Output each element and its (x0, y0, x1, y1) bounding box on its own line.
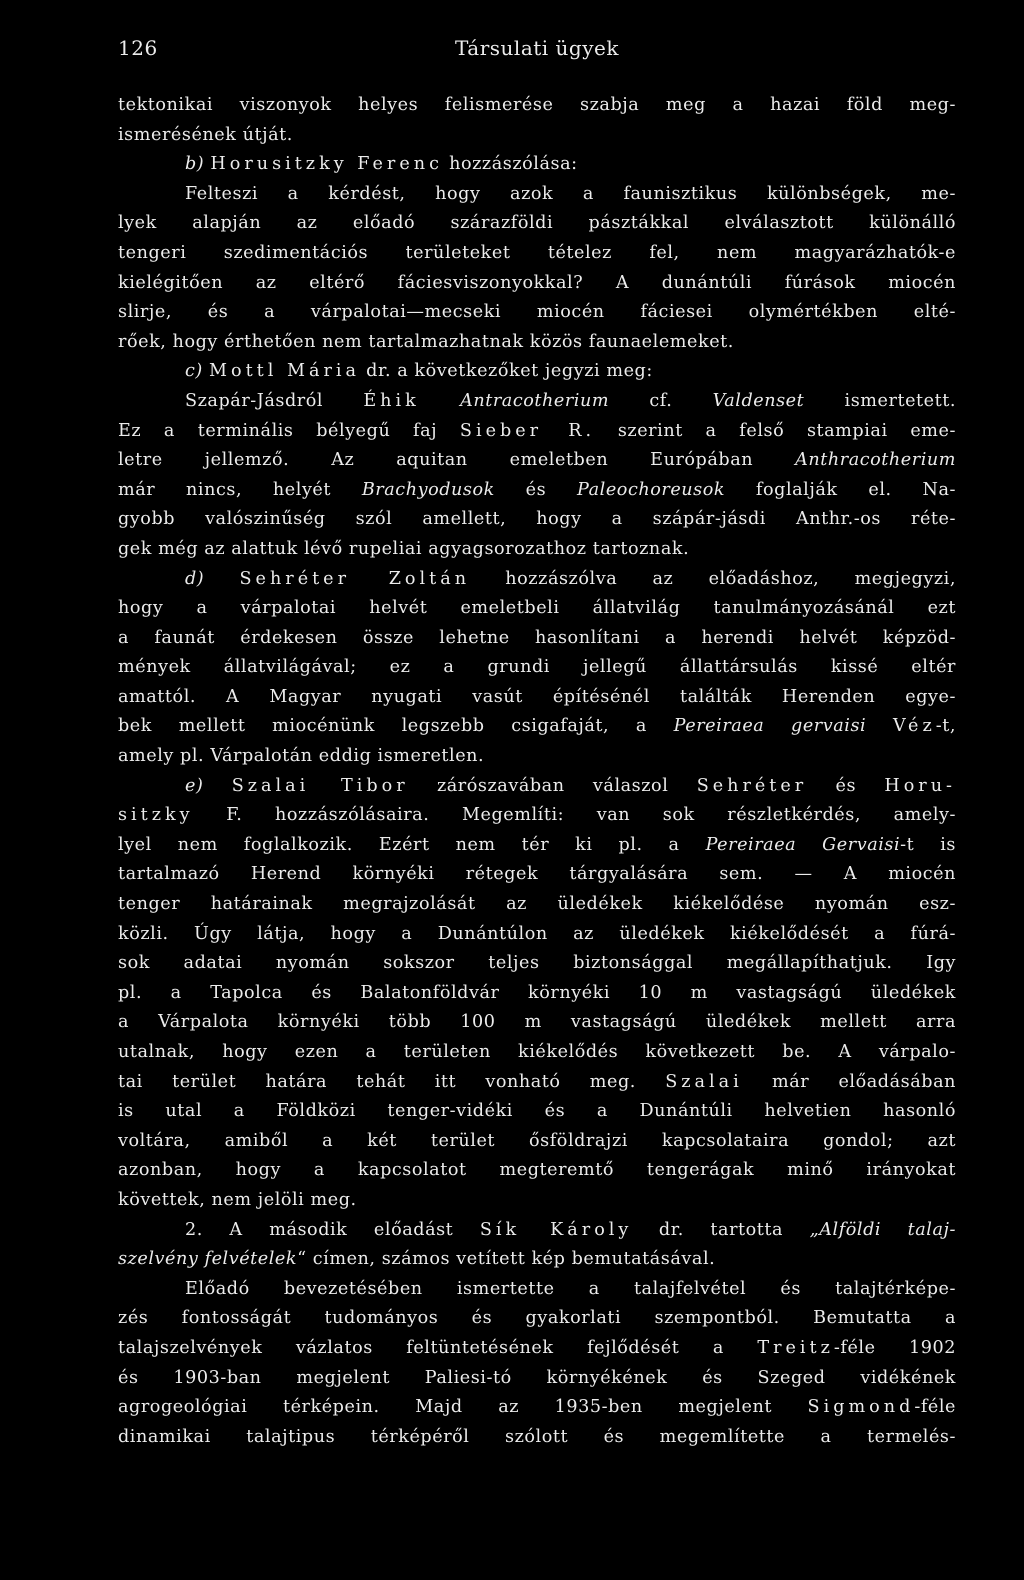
text-segment: bek mellett miocénünk legszebb csigafaját, a (118, 716, 674, 737)
text-line (118, 387, 956, 417)
text-segment: és (494, 479, 578, 500)
running-title: Társulati ügyek (455, 36, 619, 60)
text-line: slirje, és a várpalotai—mecseki miocén fáciesei olymértékben elté- (118, 302, 956, 323)
text-segment: már nincs, helyét (118, 479, 362, 500)
spaced-name: Sieber R. (459, 420, 596, 441)
spaced-name: Szalai (665, 1071, 743, 1092)
text-line: voltára, amiből a két terület ősföldrajzi kapcsolataira gondol; azt (118, 1130, 956, 1151)
text-line: rőek, hogy érthetően nem tartalmazhatnak közös faunaelemeket. (118, 331, 734, 352)
spaced-name: Sigmond (807, 1397, 915, 1418)
italic-term: Antracotherium (460, 390, 610, 411)
text-line: amattól. A Magyar nyugati vasút építésénél találták Herenden egye- (118, 686, 956, 707)
text-segment: 2. A második előadást (185, 1219, 480, 1240)
text-line: tektonikai viszonyok helyes felismerése szabja meg a hazai föld meg- (118, 95, 956, 115)
text-segment: -t, (935, 716, 956, 737)
text-segment: Szapár-Jásdról (185, 390, 364, 411)
text-segment: lyel nem foglalkozik. Ezért nem tér ki pl. a (118, 834, 706, 855)
body-text (118, 91, 956, 1452)
text-line (118, 476, 956, 506)
text-segment: -féle 1902 (833, 1337, 956, 1358)
text-line (118, 1334, 956, 1364)
text-line: tengeri szedimentációs területeket tételez fel, nem magyarázhatók-e (118, 242, 956, 263)
page-number: 126 (118, 36, 158, 60)
spaced-name: Véz (892, 716, 936, 737)
text-segment: “ címen, számos vetített kép bemutatásával. (297, 1249, 716, 1270)
text-segment: -t is (900, 834, 956, 855)
text-segment (866, 716, 893, 736)
text-line: sok adatai nyomán sokszor teljes biztonsággal megállapíthatjuk. Igy (118, 953, 956, 974)
italic-term: szelvény felvételek (118, 1249, 298, 1270)
text-line (118, 1245, 956, 1275)
text-segment: tai terület határa tehát itt vonható meg. (118, 1071, 666, 1092)
spaced-name: Horu- (884, 775, 956, 796)
text-segment: letre jellemző. Az aquitan emeletben Európában (118, 450, 796, 471)
spaced-name: Sík Károly (479, 1219, 633, 1240)
text-segment: -féle (914, 1397, 956, 1418)
text-line: ismerésének útját. (118, 124, 293, 145)
text-line (118, 831, 956, 861)
text-line: Előadó bevezetésében ismertette a talajfelvétel és talajtérképe- (185, 1278, 956, 1299)
spaced-name: Mottl Mária (208, 361, 360, 382)
page-header (118, 36, 956, 66)
text-segment: dr. a következőket jegyzi meg: (359, 361, 653, 382)
text-segment: F. hozzászólásaira. Megemlíti: van sok részletkérdés, amely- (193, 805, 956, 826)
italic-term: „Alföldi talaj- (809, 1219, 956, 1240)
text-segment: Ez a terminális bélyegű faj (118, 420, 460, 441)
italic-term: Pereiraea gervaisi (673, 716, 867, 737)
text-segment: és (807, 775, 885, 796)
text-line: is utal a Földközi tenger-vidéki és a Dunántúli helvetien hasonló (118, 1101, 956, 1122)
text-line: gyobb valószinűség szól amellett, hogy a szápár-jásdi Anthr.-os réte- (118, 509, 956, 530)
text-segment: ismertetett. (804, 390, 956, 411)
text-segment (420, 391, 460, 411)
text-line (118, 446, 956, 476)
text-segment: hozzászólása: (442, 154, 578, 175)
text-segment (203, 776, 231, 796)
text-line (118, 150, 956, 180)
text-line: kielégitően az eltérő fáciesviszonyokkal? A dunántúli fúrások miocén (118, 272, 956, 293)
text-line: dinamikai talajtipus térképéről szólott és megemlítette a termelés- (118, 1426, 956, 1447)
spaced-name: Horusitzky Ferenc (210, 154, 443, 175)
text-line: a Várpalota környéki több 100 m vastagságú üledékek mellett arra (118, 1012, 956, 1033)
text-line (118, 357, 956, 387)
text-line: tenger határainak megrajzolását az üledékek kiékelődése nyomán esz- (118, 894, 956, 915)
text-line (118, 1216, 956, 1246)
text-line (118, 801, 956, 831)
text-segment: cf. (609, 390, 713, 411)
spaced-name: sitzky (118, 805, 194, 826)
text-segment: zárószavában válaszol (408, 775, 697, 796)
text-segment: már előadásában (742, 1071, 956, 1092)
text-line: tartalmazó Herend környéki rétegek tárgyalására sem. — A miocén (118, 864, 956, 885)
text-segment: szerint a felső stampiai eme- (595, 420, 956, 441)
text-line: gek még az alattuk lévő rupeliai agyagsorozathoz tartoznak. (118, 538, 690, 559)
text-line: és 1903-ban megjelent Paliesi-tó környékének és Szeged vidékének (118, 1367, 956, 1388)
text-line: lyek alapján az előadó szárazföldi pásztákkal elválasztott különálló (118, 213, 956, 234)
text-line (118, 417, 956, 447)
text-line: mények állatvilágával; ez a grundi jellegű állattársulás kissé eltér (118, 657, 956, 678)
text-line: azonban, hogy a kapcsolatot megteremtő tengerágak minő irányokat (118, 1160, 956, 1181)
text-segment: foglalják el. Na- (725, 479, 956, 500)
italic-term: b) (185, 154, 205, 175)
italic-term: Valdenset (712, 390, 805, 411)
text-line: közli. Úgy látja, hogy a Dunántúlon az üledékek kiékelődését a fúrá- (118, 923, 956, 944)
italic-term: Brachyodusok (361, 479, 495, 500)
text-segment: talajszelvények vázlatos feltüntetésének fejlődését a (118, 1337, 758, 1358)
text-segment (204, 569, 239, 589)
text-line (118, 772, 956, 802)
text-line: zés fontosságát tudományos és gyakorlati szempontból. Bemutatta a (118, 1308, 956, 1329)
text-line (118, 1393, 956, 1423)
italic-term: d) (185, 568, 205, 589)
spaced-name: Szalai Tibor (231, 775, 409, 796)
text-line (118, 565, 956, 595)
italic-term: c) (185, 361, 203, 382)
text-line: Felteszi a kérdést, hogy azok a faunisztikus különbségek, me- (185, 183, 956, 204)
spaced-name: Éhik (363, 390, 420, 411)
text-line: hogy a várpalotai helvét emeletbeli állatvilág tanulmányozásánál ezt (118, 598, 956, 619)
italic-term: e) (185, 775, 204, 796)
text-line (118, 712, 956, 742)
spaced-name: Sehréter (696, 775, 808, 796)
text-line: utalnak, hogy ezen a területen kiékelődés következett be. A várpalo- (118, 1042, 956, 1062)
text-line: a faunát érdekesen össze lehetne hasonlítani a herendi helvét képzöd- (118, 627, 956, 648)
text-line: követtek, nem jelöli meg. (118, 1189, 357, 1210)
italic-term: Anthracotherium (795, 450, 956, 471)
text-segment: agrogeológiai térképein. Majd az 1935-ben megjelent (118, 1397, 808, 1418)
text-line: pl. a Tapolca és Balatonföldvár környéki 10 m vastagságú üledékek (118, 982, 956, 1003)
text-line (118, 1068, 956, 1098)
italic-term: Pereiraea Gervaisi (705, 834, 901, 855)
italic-term: Paleochoreusok (577, 479, 726, 500)
text-segment: hozzászólva az előadáshoz, megjegyzi, (470, 568, 956, 589)
spaced-name: Sehréter Zoltán (239, 568, 471, 589)
text-line: amely pl. Várpalotán eddig ismeretlen. (118, 746, 485, 767)
text-segment: dr. tartotta (632, 1219, 810, 1240)
spaced-name: Treitz (757, 1337, 834, 1358)
